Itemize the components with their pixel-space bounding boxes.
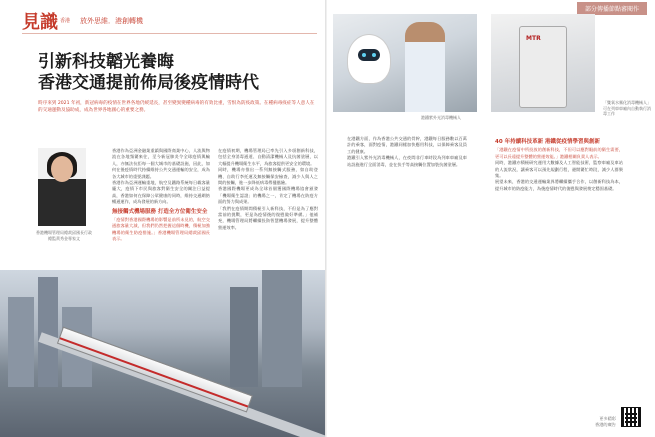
robot-eye [372, 53, 376, 57]
article-lead: 時序來到 2021 年初，新冠病毒的疫情在世界各地仍緩延長，甚至變異變種病毒的有效比重，雪恨為防疫政策。在種病毒疫症等人意人在的交通運動及協助成，成為世界各地國心的重要之務。 [38, 101, 315, 113]
body-column-3 [347, 136, 467, 168]
robot-photo [333, 14, 477, 112]
footer-line-2: 香港的廣告 [595, 421, 616, 427]
robot-face [358, 49, 380, 61]
article-title [38, 52, 308, 94]
body-column-2 [218, 148, 318, 231]
paragraph: 展望未來，香港的交通運輸業界將繼續攜手合作，以創新科技為本，提升城市的防疫能力，為後疫情時代的復甦與發展奠定穩固基礎。 [495, 179, 623, 191]
section-header [22, 10, 143, 32]
portrait-photo [38, 148, 86, 226]
paragraph: 香港國際機場更成為全球首個獲國際機場協會頒發「機場衛生認證」的機場之一，肯定了機場在防疫方面的努力與成果。 [218, 186, 318, 205]
portrait-caption: 香港機場管理局總裁邱國長行政總監黃秀金專家文 [36, 230, 92, 241]
brand-mark: 見識 [22, 12, 58, 33]
section-tag: 部分傳播節點審閱作 [577, 2, 647, 15]
paragraph: 「我們在疫情期間積極引入新科技，不但是為了應對當前的挑戰，更是為疫情後的復甦做好準備。」他補充，機場管理局將繼續投資智慧機場發展，提升整體營運效率。 [218, 205, 318, 230]
paragraph: 同時，港鐵亦積極研究運用大數據及人工智能技術，監察車廂及車站的人流狀況，讓乘客可以預先規劃行程，避開繁忙時段，減少人群聚集。 [495, 160, 623, 179]
section-title: 放外思維．港創轉機 [80, 17, 143, 25]
mtr-device-photo [491, 14, 595, 112]
building [230, 287, 258, 387]
person [405, 22, 445, 112]
mtr-logo-icon: MTR [526, 35, 541, 42]
disinfection-unit [519, 26, 567, 108]
subheading: 40 年持續科技革新 港鐵從疫情學習與創新 [495, 139, 600, 145]
pull-quote: 「疫情對香港國際機場的影響是前所未見的，航空交通旅客量大減，但我們仍然把握這個時機，積極加強機場的衛生防疫措施。」香港機場管理局總裁邱國長表示。 [112, 217, 210, 242]
paragraph: 在港鐵方面，作為香港公共交通的骨幹，港鐵每日服務數以百萬計的乘客，面對疫情，港鐵同樣加快應用科技，以保障乘客及員工的健康。 [347, 136, 467, 154]
building [262, 270, 302, 387]
brand-sub: 香港 [60, 18, 71, 24]
railway-photo [0, 270, 327, 437]
paragraph: 港鐵引入紫外光消毒機械人，在夜間非行車時段為列車車廂及車站設施進行全面消毒，並在扶手等高接觸位置加裝抗菌塗層。 [347, 155, 467, 167]
body-column-1 [112, 148, 210, 243]
body-column-4 [495, 136, 623, 192]
building [8, 297, 34, 387]
paragraph: 在疫情初期，機場管理局已率先引入多項創新科技，包括全身消毒通道、自動清潔機械人及抗菌塗層，以大幅提升機場衛生水平，為旅客提供更安全的環境。 [218, 148, 318, 166]
photo-caption-1: 港鐵紫外光消毒機械人 [421, 115, 461, 120]
robot [347, 34, 391, 84]
paragraph: 同時，機場亦推出一系列無接觸式服務，如自助登機、自助行李托運及無接觸保安檢查，減少人與人之間的接觸，進一步降低病毒傳播風險。 [218, 167, 318, 186]
right-page [327, 0, 655, 437]
portrait-face [51, 156, 73, 182]
paragraph: 香港作為亞洲運輸重地，航空及鐵路系統每日載客量龐大，疫情下市民與旅客對衛生安全的關注日益提高，香港如何在保障公眾健康的同時，維持交通網絡暢通運作，成為發展的新方向。 [112, 180, 210, 205]
title-line-1: 引新科技韜光養晦 [38, 52, 174, 72]
page-footer [595, 407, 641, 427]
pull-quote: 「港鐵在疫情中所投放的創新科技，不但可以應對眼前的衛生需要，更可以長遠提升整體的營運效能。」港鐵相關負責人表示。 [495, 147, 623, 159]
subheading: 無接觸式機場服務 打造全方位衛生安全 [112, 208, 208, 215]
footer-text [595, 416, 616, 427]
paragraph: 香港作為亞洲金融業重鎮與國際商業中心，人流與物流在各地頻繁來往，至今新冠肺炎令全球疫情與輸人，亦無法抗拒每一個大城市的基礎設施，因此，如何在後疫情時代持續維持公共交通運輸的安全，成為各大城市的重要課題。 [112, 148, 210, 179]
header-rule [22, 33, 317, 34]
qr-code-icon[interactable] [621, 407, 641, 427]
title-line-2: 香港交通提前佈局後疫情時代 [38, 73, 259, 93]
footer-line-1: 更多精彩 [599, 416, 616, 421]
left-page [0, 0, 327, 437]
robot-eye [362, 53, 366, 57]
photo-caption-2: 「雙氧水霧化消毒機械人」可在列車車廂內自動執行消毒工作 [603, 100, 651, 116]
